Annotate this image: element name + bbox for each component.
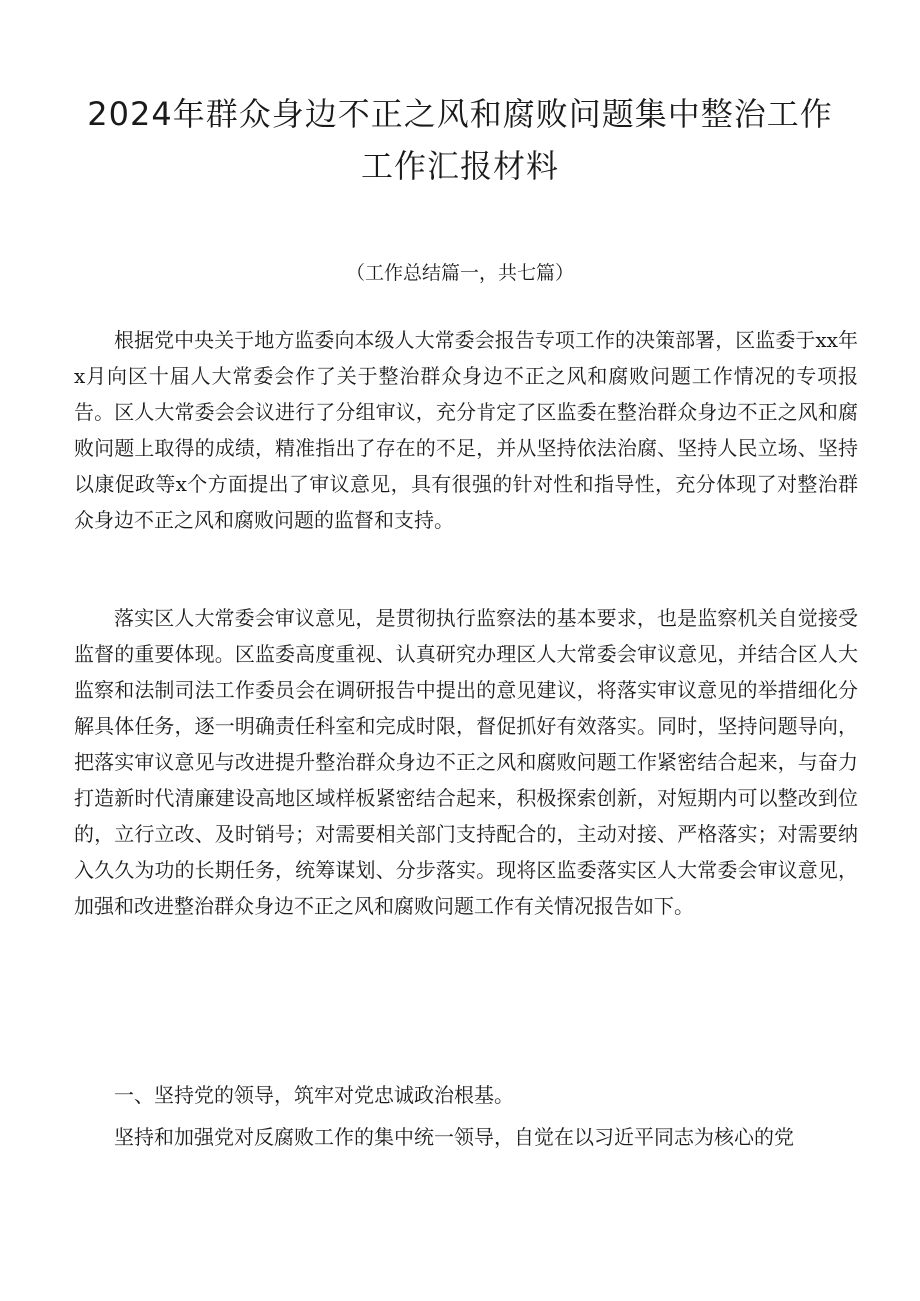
paragraph-3: 坚持和加强党对反腐败工作的集中统一领导，自觉在以习近平同志为核心的党 — [114, 1125, 794, 1149]
title-line-2: 工作汇报材料 — [360, 147, 559, 185]
paragraph-1: 根据党中央关于地方监委向本级人大常委会报告专项工作的决策部署，区监委于xx年x月向区十届人大常委会作了关于整治群众身边不正之风和腐败问题工作情况的专项报告。区人大常委会会议进行了分组审议，充分肯定了区监委在整治群众身边不正之风和腐败问题上取得的成绩，精准指出了存在的不足，并从坚持依法治腐、坚持人民立场、坚持以康促政等x个方面提出了审议意见，具有很强的针对性和指导性，充分体现了对整治群众身边不正之风和腐败问题的监督和支持。 — [74, 328, 858, 532]
section-heading-1: 一、坚持党的领导，筑牢对党忠诚政治根基。 — [114, 1083, 514, 1107]
title-line-1: 2024年群众身边不正之风和腐败问题集中整治工作 — [87, 95, 833, 133]
paragraph-2: 落实区人大常委会审议意见，是贯彻执行监察法的基本要求，也是监察机关自觉接受监督的重要体现。区监委高度重视、认真研究办理区人大常委会审议意见，并结合区人大监察和法制司法工作委员会在调研报告中提出的意见建议，将落实审议意见的举措细化分解具体任务，逐一明确责任科室和完成时限，督促抓好有效落实。同时，坚持问题导向，把落实审议意见与改进提升整治群众身边不正之风和腐败问题工作紧密结合起来，与奋力打造新时代清廉建设高地区域样板紧密结合起来，积极探索创新，对短期内可以整改到位的，立行立改、及时销号；对需要相关部门支持配合的，主动对接、严格落实；对需要纳入久久为功的长期任务，统筹谋划、分步落实。现将区监委落实区人大常委会审议意见，加强和改进整治群众身边不正之风和腐败问题工作有关情况报告如下。 — [74, 606, 858, 918]
document-title — [60, 88, 860, 192]
document-subtitle: （工作总结篇一，共七篇） — [345, 262, 574, 284]
